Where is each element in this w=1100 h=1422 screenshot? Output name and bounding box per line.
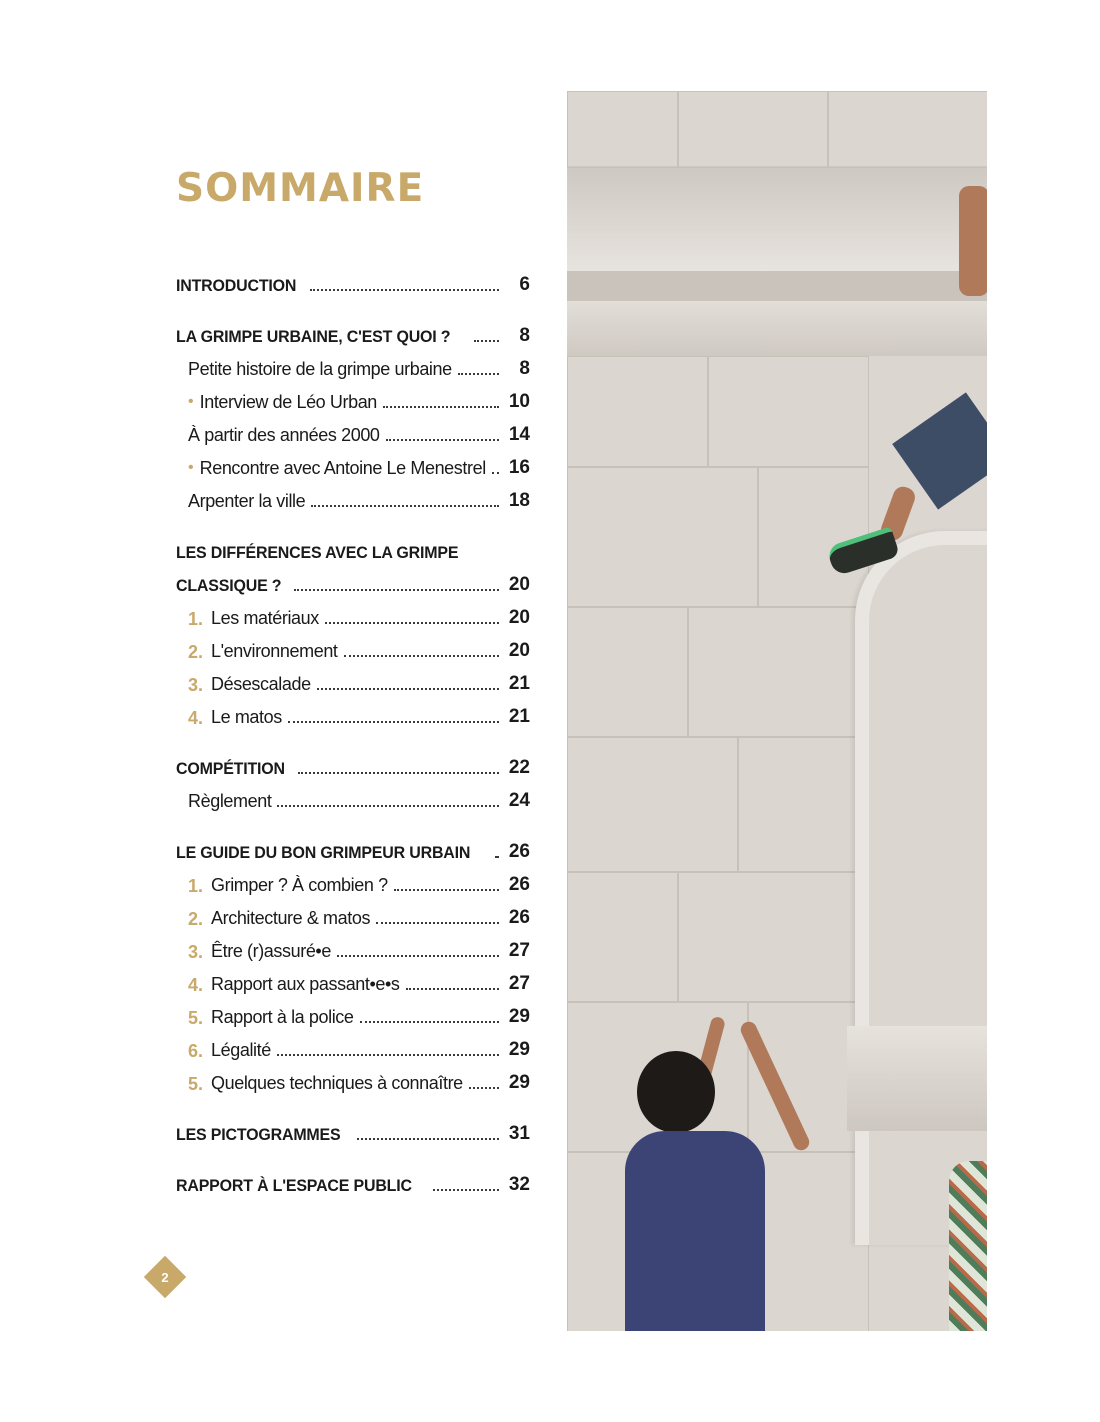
dot-leader [469,1087,499,1089]
item-number: 4. [188,708,204,728]
stone-block [677,91,829,168]
stone-block [687,606,869,738]
item-number: 5. [188,1008,204,1028]
dot-leader [495,856,499,858]
cornice-molding [567,301,987,356]
toc-entry-row[interactable] [176,447,530,480]
dot-leader [317,688,499,690]
wall-climbing-photo [567,91,987,1331]
item-number: 6. [188,1041,204,1061]
toc-entry-row[interactable] [176,780,530,813]
stone-block [567,606,689,738]
toc-label: LES DIFFÉRENCES AVEC LA GRIMPE [176,543,459,562]
toc-label: Grimper ? À combien ? [211,875,388,895]
toc-page-number: 24 [508,790,530,811]
toc-label: RAPPORT À L'ESPACE PUBLIC [176,1176,412,1195]
dot-leader [311,505,499,507]
toc-label: Arpenter la ville [188,491,306,511]
dot-leader [277,805,499,807]
dot-leader [344,655,499,657]
bullet-marker: • [188,459,194,476]
dot-leader [294,589,499,591]
dot-leader [277,1054,499,1056]
dot-leader [298,772,499,774]
toc-entry-row[interactable] [176,348,530,381]
dot-leader [310,289,499,291]
stone-block [567,871,679,1003]
item-number: 3. [188,675,204,695]
spotter-hair [637,1051,715,1133]
toc-section-row[interactable] [176,531,530,564]
toc-page-number: 20 [508,574,530,595]
dot-leader [360,1021,499,1023]
toc-label: À partir des années 2000 [188,425,380,445]
stone-block [567,91,679,168]
stone-block [567,356,709,468]
toc-label: Quelques techniques à connaître [211,1073,463,1093]
toc-page-number: 20 [508,640,530,661]
toc-label: Interview de Léo Urban [199,392,377,412]
toc-label: Petite histoire de la grimpe urbaine [188,359,452,379]
item-number: 3. [188,942,204,962]
cornice-band [567,166,987,271]
toc-page-number: 16 [508,457,530,478]
toc-section-row[interactable] [176,1113,530,1146]
toc-entry-row[interactable] [176,414,530,447]
dot-leader [337,955,499,957]
item-number: 4. [188,975,204,995]
bullet-marker: • [188,393,194,410]
toc-page-number: 18 [508,490,530,511]
toc-label: Règlement [188,791,272,811]
dot-leader [458,373,499,375]
stone-block [707,356,869,468]
person-patterned-shirt [949,1161,987,1331]
cornice-shadow [567,271,987,301]
window-sill [847,1026,987,1131]
toc-label: Architecture & matos [211,908,371,928]
toc-label: Rencontre avec Antoine Le Menestrel [199,458,486,478]
window-arch [855,531,987,1245]
toc-page-number: 26 [508,874,530,895]
toc-section-row[interactable] [176,747,530,780]
toc-label: Rapport à la police [211,1007,354,1027]
toc-page-number: 31 [508,1123,530,1144]
toc-page-number: 32 [508,1174,530,1195]
toc-page-number: 29 [508,1072,530,1093]
toc-page-number: 8 [519,325,530,346]
toc-page-number: 27 [508,973,530,994]
table-of-contents [176,264,530,1197]
toc-section-row[interactable] [176,831,530,864]
toc-entry-row[interactable] [176,696,530,729]
dot-leader [376,922,499,924]
toc-label: Désescalade [211,674,311,694]
stone-block [567,736,739,873]
page-title: SOMMAIRE [176,166,425,211]
toc-page-number: 6 [519,274,530,295]
toc-page-number: 20 [508,607,530,628]
toc-page-number: 26 [508,907,530,928]
dot-leader [288,721,499,723]
toc-entry-row[interactable] [176,630,530,663]
toc-page-number: 29 [508,1006,530,1027]
toc-entry-row[interactable] [176,963,530,996]
dot-leader [492,472,499,474]
toc-label: COMPÉTITION [176,759,285,778]
dot-leader [386,439,499,441]
toc-section-row[interactable] [176,264,530,297]
toc-section-row[interactable] [176,1164,530,1197]
item-number: 1. [188,876,204,896]
dot-leader [325,622,499,624]
toc-label: Rapport aux passant•e•s [211,974,400,994]
dot-leader [406,988,499,990]
toc-label: Être (r)assuré•e [211,941,331,961]
toc-entry-row[interactable] [176,597,530,630]
toc-label: Le matos [211,707,282,727]
toc-entry-row[interactable] [176,1029,530,1062]
item-number: 5. [188,1074,204,1094]
stone-block [677,871,869,1003]
toc-page-number: 22 [508,757,530,778]
toc-entry-row[interactable] [176,930,530,963]
toc-page-number: 21 [508,706,530,727]
toc-label: Les matériaux [211,608,319,628]
page-number: 2 [161,1269,169,1285]
toc-page-number: 21 [508,673,530,694]
spotter-shirt [625,1131,765,1331]
toc-section-row[interactable] [176,564,530,597]
dot-leader [433,1189,499,1191]
toc-entry-row[interactable] [176,996,530,1029]
stone-block [737,736,869,873]
toc-page-number: 10 [508,391,530,412]
item-number: 2. [188,642,204,662]
toc-page-number: 8 [519,358,530,379]
toc-label: LES PICTOGRAMMES [176,1125,341,1144]
toc-label: LE GUIDE DU BON GRIMPEUR URBAIN [176,843,471,862]
toc-page-number: 14 [508,424,530,445]
toc-label: INTRODUCTION [176,276,297,295]
toc-entry-row[interactable] [176,480,530,513]
dot-leader [383,406,499,408]
toc-label: Légalité [211,1040,271,1060]
toc-label: LA GRIMPE URBAINE, C'EST QUOI ? [176,327,451,346]
dot-leader [357,1138,499,1140]
toc-entry-row[interactable] [176,864,530,897]
toc-page-number: 27 [508,940,530,961]
stone-block [757,466,869,608]
toc-entry-row[interactable] [176,897,530,930]
item-number: 2. [188,909,204,929]
toc-entry-row[interactable] [176,381,530,414]
stone-block [827,91,987,168]
toc-entry-row[interactable] [176,663,530,696]
dot-leader [394,889,499,891]
toc-entry-row[interactable] [176,1062,530,1095]
toc-page-number: 26 [508,841,530,862]
toc-page-number: 29 [508,1039,530,1060]
climber-hand [959,186,987,296]
toc-label: L'environnement [211,641,338,661]
stone-block [567,466,759,608]
toc-label: CLASSIQUE ? [176,576,282,595]
toc-section-row[interactable] [176,315,530,348]
item-number: 1. [188,609,204,629]
dot-leader [474,340,499,342]
